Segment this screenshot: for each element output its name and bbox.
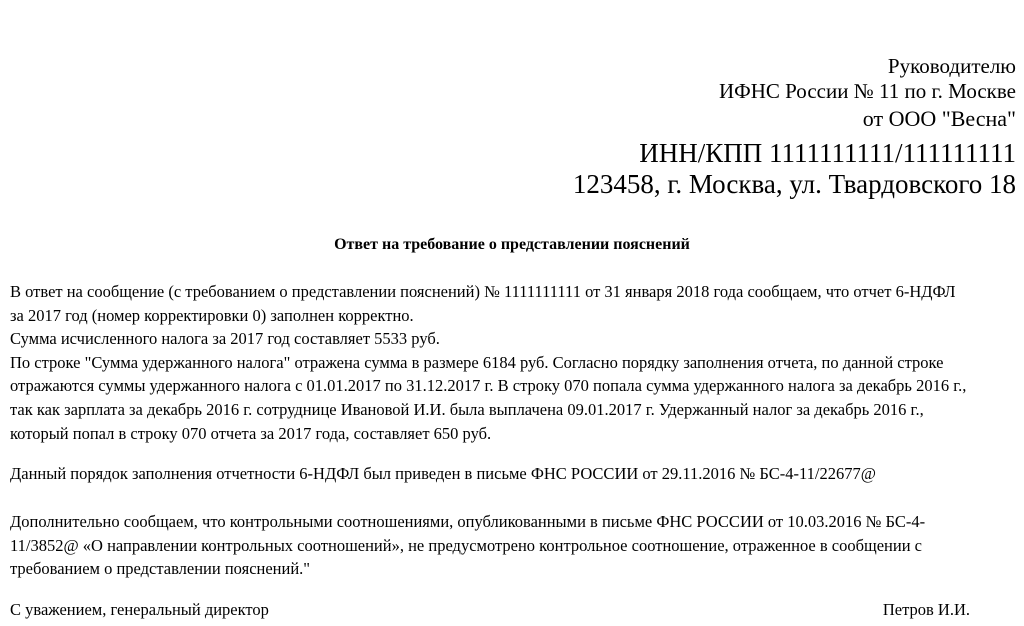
paragraph-line: требованием о представлении пояснений." bbox=[10, 559, 311, 579]
paragraph-line: Данный порядок заполнения отчетности 6-НДФЛ был приведен в письме ФНС РОССИИ от 29.11.2016 № БС-4-11/22677@ bbox=[10, 464, 876, 483]
paragraph-line: Дополнительно сообщаем, что контрольными соотношениями, опубликованными в письме ФНС РОССИИ от 10.03.2016 № БС-4- bbox=[10, 512, 926, 531]
signature-name: Петров И.И. bbox=[882, 600, 970, 619]
addressee-inn-kpp: ИНН/КПП 1111111111/111111111 bbox=[639, 138, 1016, 168]
signature-position: С уважением, генеральный директор bbox=[10, 600, 269, 619]
addressee-sender-company: от ООО "Весна" bbox=[862, 106, 1016, 131]
paragraph-line: так как зарплата за декабрь 2016 г. сотруднице Ивановой И.И. была выплачена 09.01.2017 г. Удержанный налог за декабрь 2016 г., bbox=[10, 399, 924, 419]
paragraph-additional bbox=[10, 510, 1015, 581]
paragraph-line: который попал в строку 070 отчета за 2017 года, составляет 650 руб. bbox=[10, 423, 492, 443]
addressee-recipient-title: Руководителю bbox=[887, 54, 1016, 78]
addressee-address: 123458, г. Москва, ул. Твардовского 18 bbox=[572, 169, 1016, 199]
paragraph-line: отражаются суммы удержанного налога с 01.01.2017 по 31.12.2017 г. В строку 070 попала сумма удержанного налога за декабрь 2016 г., bbox=[10, 376, 967, 396]
paragraph-line: Сумма исчисленного налога за 2017 год составляет 5533 руб. bbox=[10, 329, 440, 349]
paragraph-line: По строке "Сумма удержанного налога" отражена сумма в размере 6184 руб. Согласно порядку заполнения отчета, по данной строке bbox=[10, 352, 944, 372]
paragraph-line: за 2017 год (номер корректировки 0) заполнен корректно. bbox=[10, 305, 414, 325]
addressee-recipient-office: ИФНС России № 11 по г. Москве bbox=[718, 79, 1016, 103]
paragraph-line: 11/3852@ «О направлении контрольных соотношений», не предусмотрено контрольное соотношение, отраженное в сообщении с bbox=[10, 535, 922, 555]
paragraph-reference bbox=[10, 462, 1015, 486]
document-title: Ответ на требование о представлении пояснений bbox=[334, 236, 690, 253]
addressee-block bbox=[573, 56, 1016, 202]
paragraph-main bbox=[10, 280, 1015, 445]
paragraph-line: В ответ на сообщение (с требованием о представлении пояснений) № 1111111111 от 31 января 2018 года сообщаем, что отчет 6-НДФЛ bbox=[10, 282, 956, 301]
